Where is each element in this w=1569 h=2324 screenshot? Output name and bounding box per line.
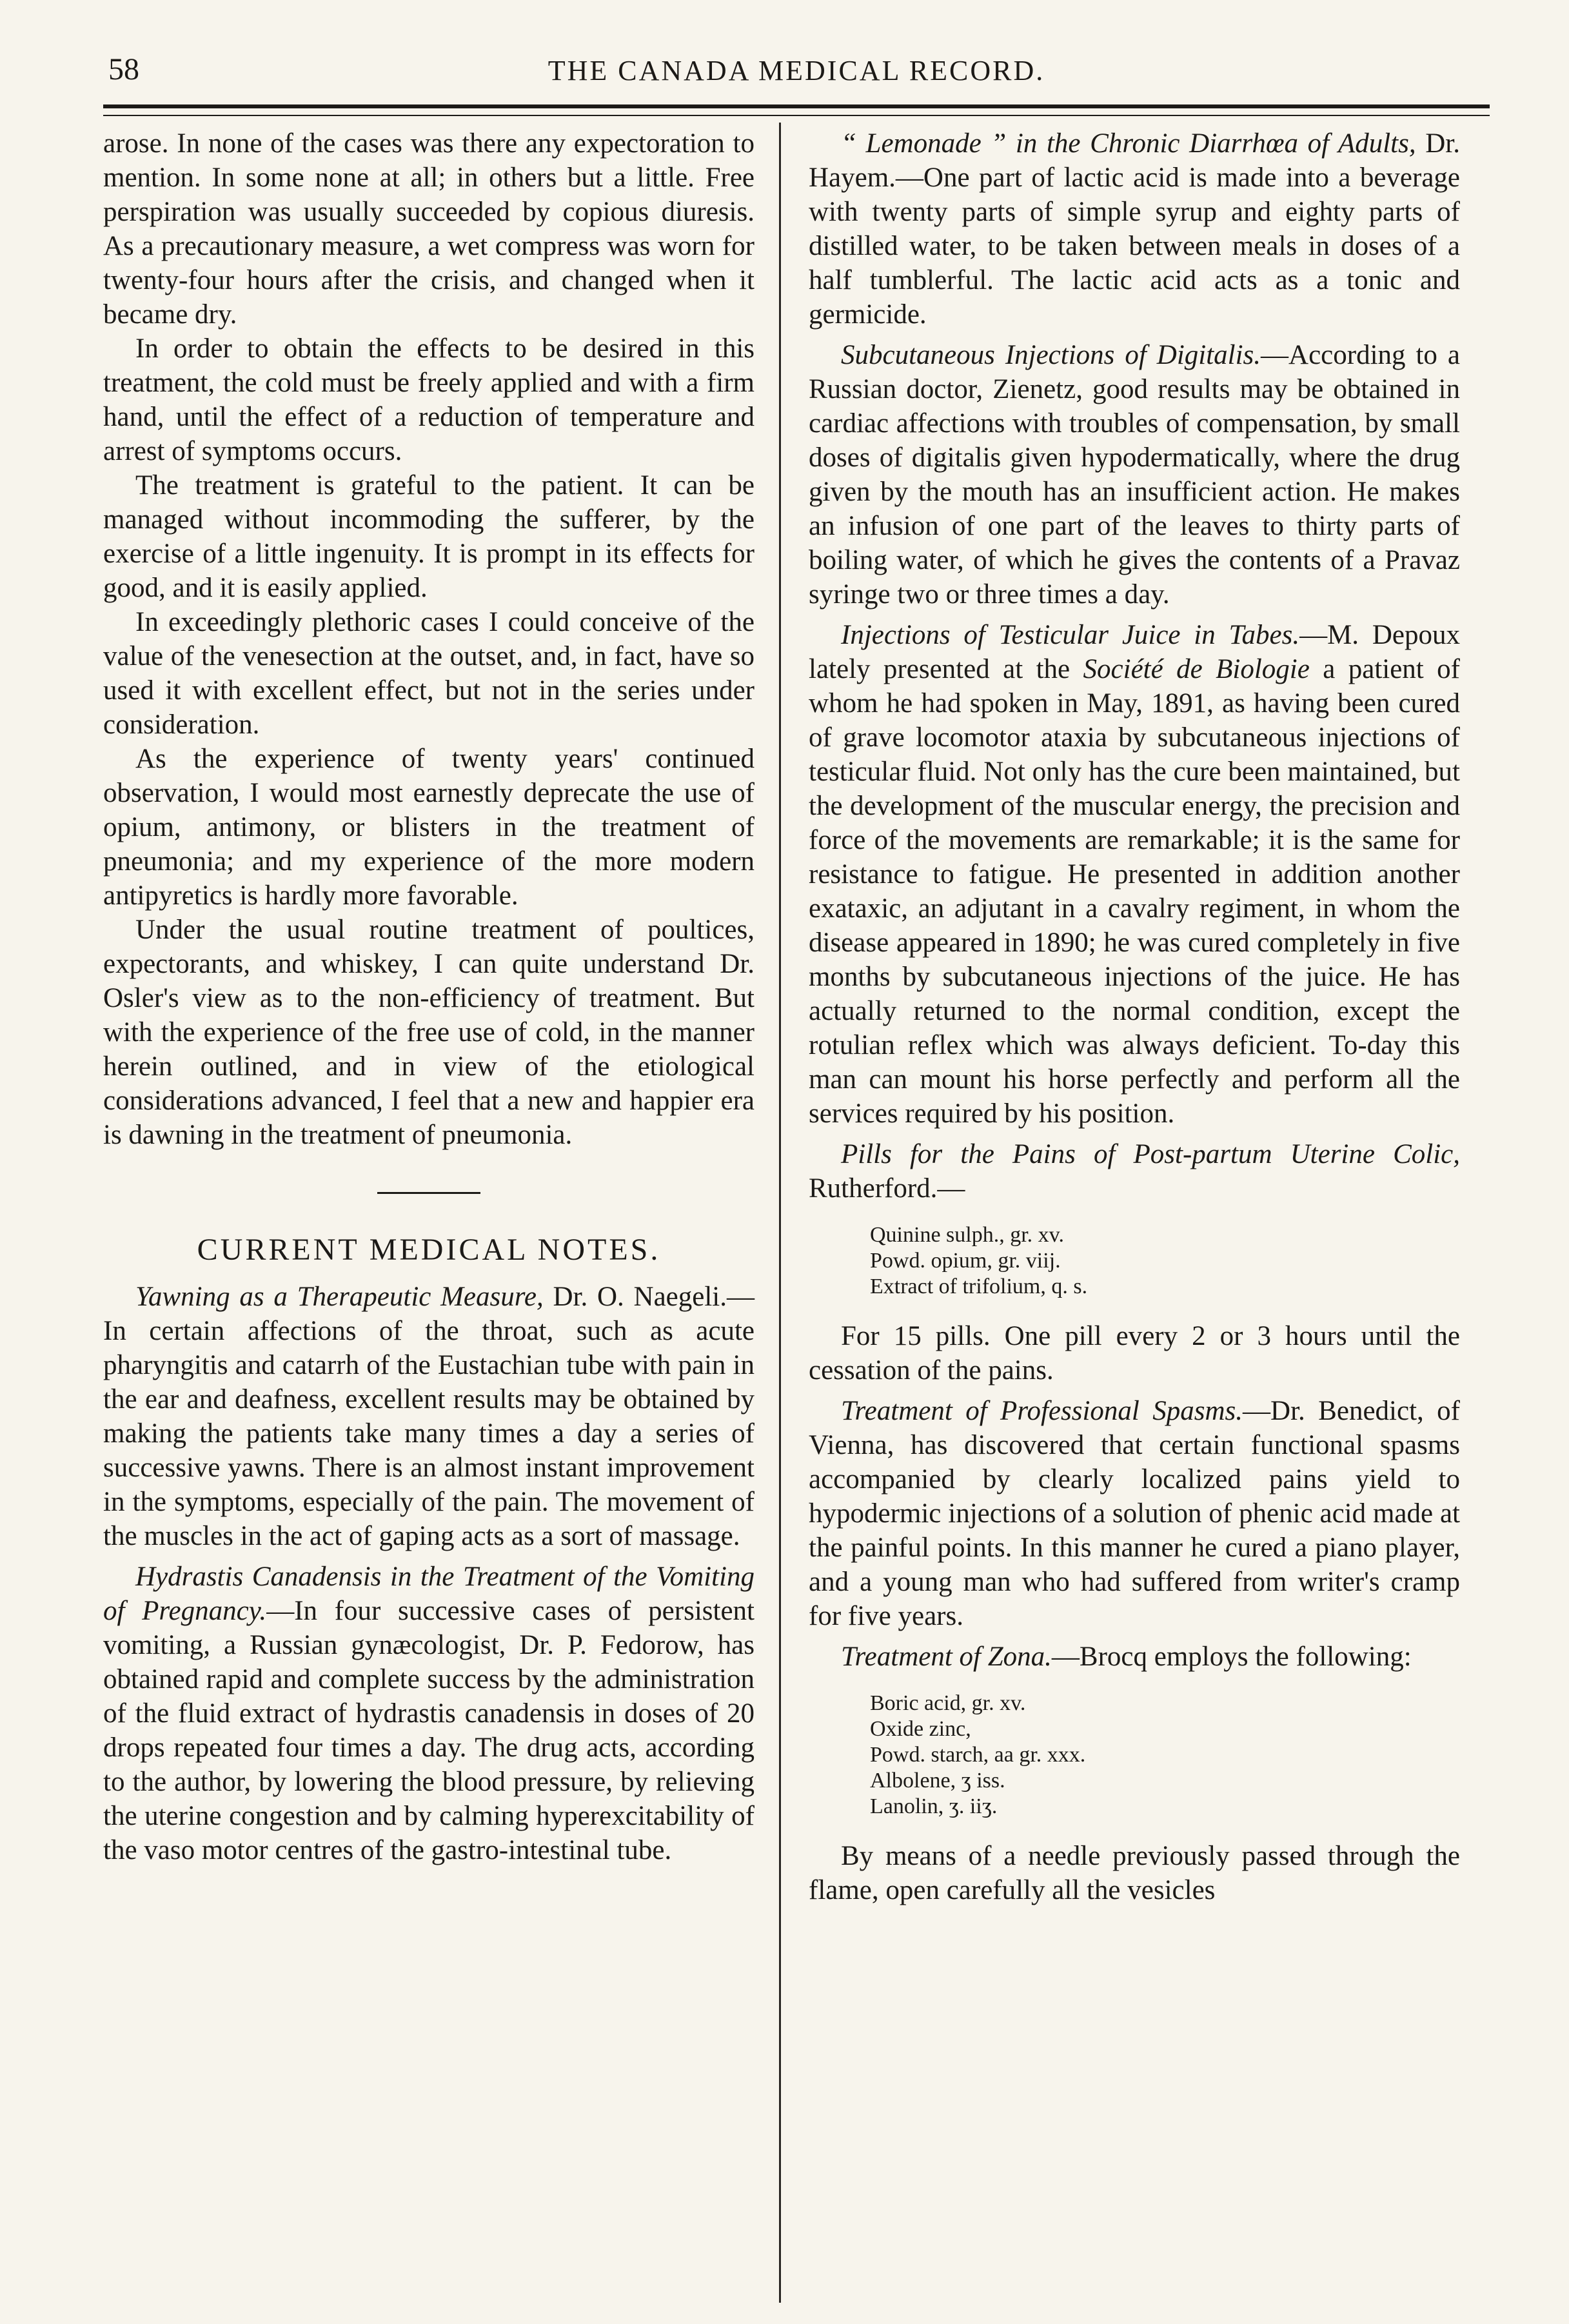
section-divider	[377, 1192, 480, 1194]
note-heading: Treatment of Zona.	[841, 1642, 1052, 1672]
note-body: —In four successive cases of persistent vomiting, a Russian gynæcologist, Dr. P. Fedorow, has obtained rapid and complete success by the administration of the fluid extract of hydrastis canadensis in doses of 20 drops repeated four times a day. The drug acts, according to the author, by lowering the blood pressure, by relieving the uterine congestion and by calming hyperexcitability of the vaso motor centres of the gastro-intestinal tube.	[103, 1596, 755, 1865]
prescription-line: Extract of trifolium, q. s.	[870, 1275, 1088, 1298]
column-separator	[779, 123, 781, 2303]
note-testicular-juice	[809, 618, 1460, 1131]
society-name: Société de Biologie	[1083, 654, 1310, 684]
paragraph: By means of a needle previously passed through the flame, open carefully all the vesicles	[809, 1841, 1460, 1905]
note-heading: Injections of Testicular Juice in Tabes.	[841, 620, 1300, 650]
prescription-line: Quinine sulph., gr. xv.	[870, 1223, 1064, 1247]
note-spasms	[809, 1394, 1460, 1633]
left-column	[103, 126, 755, 1867]
note-hydrastis	[103, 1560, 755, 1867]
note-heading: “ Lemonade ” in the Chronic Diarrhœa of Adults,	[841, 128, 1416, 159]
page-number: 58	[108, 52, 139, 86]
note-heading: Yawning as a Therapeutic Measure,	[135, 1282, 544, 1312]
prescription-pills	[870, 1222, 1460, 1300]
note-body: —Dr. Benedict, of Vienna, has discovered that certain functional spasms accompanied by clearly localized pains yield to hypodermic injections of a solution of phenic acid made at the painful points. In this manner he cured a piano player, and a young man who had suffered from writer's cramp for five years.	[809, 1396, 1460, 1631]
prescription-line: Boric acid, gr. xv.	[870, 1691, 1026, 1715]
running-head: THE CANADA MEDICAL RECORD.	[548, 55, 1045, 86]
header-rule-thin	[103, 115, 1490, 116]
note-heading: Subcutaneous Injections of Digitalis.	[841, 340, 1261, 370]
paragraph: For 15 pills. One pill every 2 or 3 hours until the cessation of the pains.	[809, 1321, 1460, 1385]
paragraph: As the experience of twenty years' continued observation, I would most earnestly deprecate the use of opium, antimony, or blisters in the treatment of pneumonia; and my experience of the more modern antipyretics is hardly more favorable.	[103, 744, 755, 911]
right-column	[809, 126, 1460, 1907]
note-body: Dr. Hayem.—One part of lactic acid is made into a beverage with twenty parts of simple syrup and eighty parts of distilled water, to be taken between meals in doses of a half tumblerful. The lactic acid acts as a tonic and germicide.	[809, 128, 1460, 330]
note-body: —M. Depoux lately presented at the	[809, 620, 1460, 684]
note-pills	[809, 1137, 1460, 1206]
paragraph: In order to obtain the effects to be desired in this treatment, the cold must be freely applied and with a firm hand, until the effect of a reduction of temperature and arrest of symptoms occurs.	[103, 333, 755, 466]
note-body: Rutherford.—	[809, 1173, 965, 1204]
prescription-zona	[870, 1691, 1460, 1820]
note-zona	[809, 1640, 1460, 1674]
prescription-line: Oxide zinc,	[870, 1717, 971, 1741]
header-rule-thick	[103, 104, 1490, 108]
prescription-line: Powd. starch, aa gr. xxx.	[870, 1743, 1086, 1767]
note-body: —Brocq employs the following:	[1051, 1642, 1412, 1672]
paragraph: Under the usual routine treatment of poultices, expectorants, and whiskey, I can quite understand Dr. Osler's view as to the non-efficiency of treatment. But with the experience of the free use of cold, in the manner herein outlined, and in view of the etiological considerations advanced, I feel that a new and happier era is dawning in the treatment of pneumonia.	[103, 915, 755, 1150]
prescription-line: Powd. opium, gr. viij.	[870, 1249, 1061, 1273]
note-heading: Pills for the Pains of Post-partum Uterine Colic,	[841, 1139, 1460, 1169]
note-body: Dr. O. Naegeli.—In certain affections of the throat, such as acute pharyngitis and catarrh of the Eustachian tube with pain in the ear and deafness, excellent results may be obtained by making the patients take many times a day a series of successive yawns. There is an almost instant improvement in the symptoms, especially of the pain. The movement of the muscles in the act of gaping acts as a sort of massage.	[103, 1282, 755, 1551]
paragraph: In exceedingly plethoric cases I could conceive of the value of the venesection at the outset, and, in fact, have so used it with excellent effect, but not in the series under consideration.	[103, 607, 755, 740]
note-heading: Treatment of Professional Spasms.	[841, 1396, 1243, 1426]
prescription-line: Lanolin, ʒ. iiʒ.	[870, 1794, 998, 1818]
note-body: a patient of whom he had spoken in May, 1891, as having been cured of grave locomotor ataxia by subcutaneous injections of testicular fluid. Not only has the cure been maintained, but the development of the muscular energy, the precision and force of the movements are remarkable; it is the same for resistance to fatigue. He presented in addition another exataxic, an adjutant in a cavalry regiment, in whom the disease appeared in 1890; he was cured completely in five months by subcutaneous injections of the juice. He has actually returned to the normal condition, except the rotulian reflex which was always deficient. To-day this man can mount his horse perfectly and perform all the services required by his position.	[809, 654, 1460, 1129]
paragraph: arose. In none of the cases was there any expectoration to mention. In some none at all; in others but a little. Free perspiration was usually succeeded by copious diuresis. As a precautionary measure, a wet compress was worn for twenty-four hours after the crisis, and changed when it became dry.	[103, 128, 755, 330]
note-body: —According to a Russian doctor, Zienetz, good results may be obtained in cardiac affections with troubles of compensation, by small doses of digitalis given hypodermatically, where the drug given by the mouth has an insufficient action. He makes an infusion of one part of the leaves to thirty parts of boiling water, of which he gives the contents of a Pravaz syringe two or three times a day.	[809, 340, 1460, 610]
prescription-line: Albolene, ʒ iss.	[870, 1769, 1005, 1793]
note-lemonade	[809, 126, 1460, 332]
paragraph: The treatment is grateful to the patient. It can be managed without incommoding the sufferer, by the exercise of a little ingenuity. It is prompt in its effects for good, and it is easily applied.	[103, 470, 755, 603]
note-heading: Hydrastis Canadensis in the Treatment of the Vomiting of Pregnancy.	[103, 1562, 755, 1626]
section-title: CURRENT MEDICAL NOTES.	[197, 1233, 661, 1267]
note-digitalis	[809, 338, 1460, 611]
page-header	[103, 52, 1490, 90]
note-yawning	[103, 1280, 755, 1553]
